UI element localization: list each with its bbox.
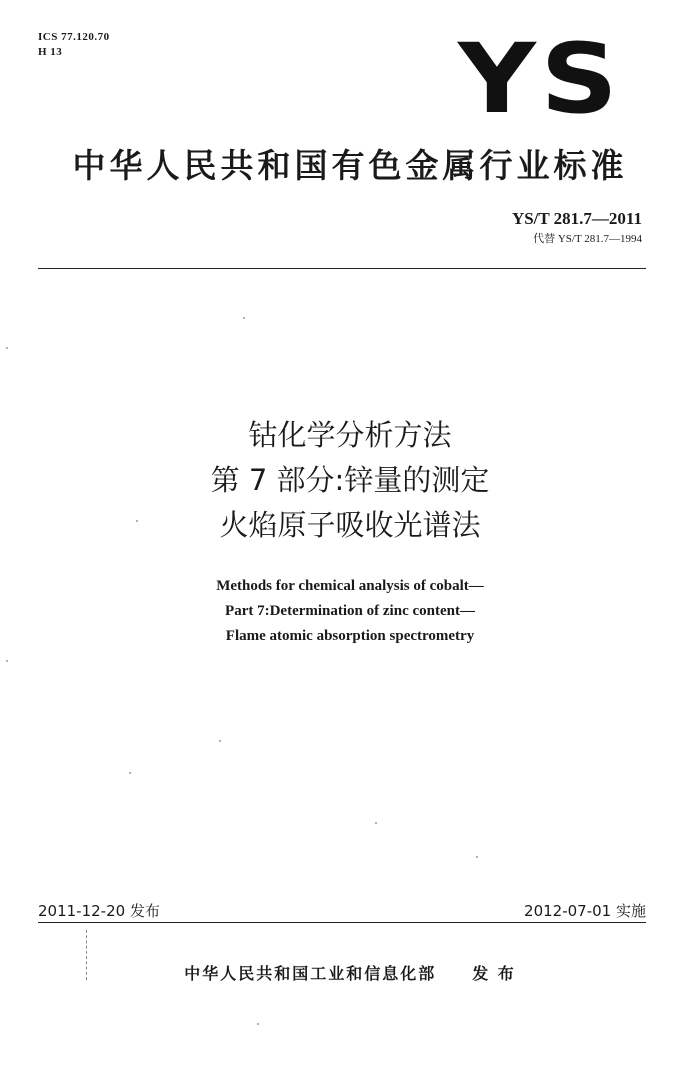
implementation-date: 2012-07-01 实施 [524,902,646,920]
chinese-title-line-3: 火焰原子吸收光谱法 [219,508,481,542]
bottom-divider [38,922,646,923]
standard-number: YS/T 281.7—2011 [511,209,642,228]
ys-logo: YS [458,23,623,135]
ics-code: ICS 77.120.70 [38,31,110,43]
issue-date: 2011-12-20 发布 [38,902,160,920]
english-title [0,574,700,649]
standard-number-block [512,209,642,246]
issuer-action: 发 布 [472,964,516,983]
ccs-code: H 13 [38,46,63,58]
organization-title: 中华人民共和国有色金属行业标准 [72,146,628,185]
top-divider [38,268,646,269]
english-title-line-1: Methods for chemical analysis of cobalt— [216,578,484,594]
chinese-title-line-2: 第 7 部分:锌量的测定 [210,463,490,497]
chinese-title [0,413,700,548]
chinese-title-line-1: 钴化学分析方法 [248,418,452,452]
english-title-line-3: Flame atomic absorption spectrometry [225,628,475,644]
english-title-line-2: Part 7:Determination of zinc content— [225,603,475,619]
issuer-line [0,961,700,984]
replaced-standard: 代替 YS/T 281.7—1994 [533,233,642,245]
classification-codes [38,30,110,60]
issuer-name: 中华人民共和国工业和信息化部 [184,964,437,983]
